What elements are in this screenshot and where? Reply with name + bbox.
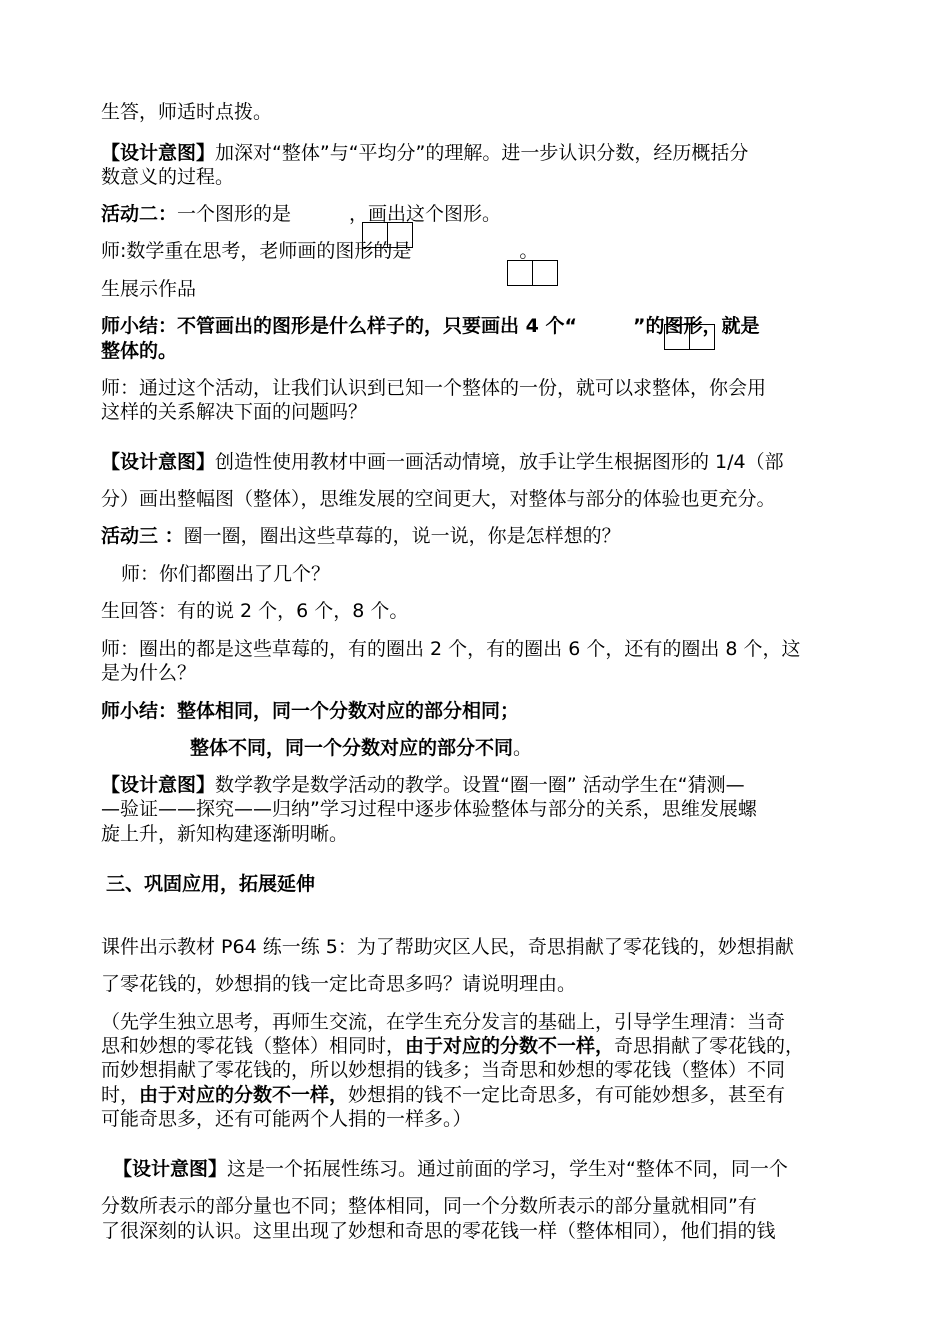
two-square-figure <box>664 324 715 350</box>
activity-three-line <box>101 524 621 548</box>
design-intent-line <box>101 450 784 474</box>
text-span: 思和妙想的零花钱（整体）相同时， <box>101 1035 406 1057</box>
text-span: 师:数学重在思考，老师画的图形的是 <box>101 240 412 262</box>
text-span: 师小结：不管画出的图形是什么样子的，只要画出 4 个“ <box>101 315 577 337</box>
paragraph-line <box>101 1083 785 1107</box>
paragraph-line: 分数所表示的部分量也不同；整体相同，同一个分数所表示的部分量就相同”有 <box>101 1195 757 1217</box>
paragraph-line: 生回答：有的说 2 个，6 个，8 个。 <box>101 600 409 622</box>
text-span: 奇思捐献了零花钱的， <box>614 1035 805 1057</box>
paragraph-line: 师：圈出的都是这些草莓的，有的圈出 2 个，有的圈出 6 个，还有的圈出 8 个，这 <box>101 638 801 660</box>
paragraph-line: 可能奇思多，还有可能两个人捐的一样多。） <box>101 1108 472 1130</box>
text-span: ”的图形，就是 <box>632 315 760 337</box>
paragraph-line: 生展示作品 <box>101 278 197 300</box>
paragraph-line: 了零花钱的，妙想捐的钱一定比奇思多吗？请说明理由。 <box>101 973 577 995</box>
text-span: 圈一圈，圈出这些草莓的，说一说，你是怎样想的？ <box>183 525 621 547</box>
paragraph-line <box>101 239 538 263</box>
text-span: 由于对应的分数不一样， <box>139 1084 349 1106</box>
paragraph-line: 是为什么？ <box>101 662 197 684</box>
paragraph-line: 课件出示教材 P64 练一练 5：为了帮助灾区人民，奇思捐献了零花钱的，妙想捐献 <box>101 936 794 958</box>
text-span: ，画出这个图形。 <box>349 203 502 225</box>
text-span: 这是一个拓展性练习。通过前面的学习，学生对“整体不同，同一个 <box>227 1158 788 1180</box>
paragraph-line: —验证——探究——归纳”学习过程中逐步体验整体与部分的关系，思维发展螺 <box>101 798 757 820</box>
design-intent-label: 【设计意图】 <box>101 451 216 473</box>
paragraph-line: 而妙想捐献了零花钱的，所以妙想捐的钱多；当奇思和妙想的零花钱（整体）不同 <box>101 1059 786 1081</box>
teacher-summary-line <box>190 736 532 760</box>
paragraph-line: （先学生独立思考，再师生交流，在学生充分发言的基础上，引导学生理清：当奇 <box>101 1011 786 1033</box>
text-span: 一个图形的是 <box>177 203 292 225</box>
activity-label: 活动二： <box>101 203 178 225</box>
teacher-summary-line: 师小结：整体相同，同一个分数对应的部分相同； <box>101 700 520 722</box>
paragraph-line: 这样的关系解决下面的问题吗？ <box>101 401 368 423</box>
text-span: 。 <box>519 240 539 262</box>
activity-label: 活动三 ： <box>101 525 184 547</box>
paragraph-line: 生答，师适时点拨。 <box>101 101 273 123</box>
design-intent-line <box>113 1157 788 1181</box>
text-span: 加深对“整体”与“平均分”的理解。进一步认识分数，经历概括分 <box>215 142 749 164</box>
design-intent-label: 【设计意图】 <box>113 1158 228 1180</box>
teacher-summary-line: 整体的。 <box>101 340 178 362</box>
design-intent-label: 【设计意图】 <box>101 774 216 796</box>
paragraph-line: 旋上升，新知构建逐渐明晰。 <box>101 823 349 845</box>
text-span: 由于对应的分数不一样， <box>405 1035 615 1057</box>
section-heading: 三、巩固应用，拓展延伸 <box>106 873 316 895</box>
paragraph-line: 师：你们都圈出了几个？ <box>121 563 331 585</box>
two-square-figure <box>507 260 558 286</box>
design-intent-label: 【设计意图】 <box>101 142 216 164</box>
text-span: 创造性使用教材中画一画活动情境，放手让学生根据图形的 1/4（部 <box>215 451 784 473</box>
text-span: 妙想捐的钱不一定比奇思多，有可能妙想多，甚至有 <box>348 1084 786 1106</box>
paragraph-line: 数意义的过程。 <box>101 166 235 188</box>
paragraph-line: 师：通过这个活动，让我们认识到已知一个整体的一份，就可以求整体，你会用 <box>101 377 767 399</box>
text-span: 时， <box>101 1084 140 1106</box>
paragraph-line <box>101 1034 804 1058</box>
text-span: 整体不同，同一个分数对应的部分不同 <box>190 737 514 759</box>
paragraph-line: 分）画出整幅图（整体），思维发展的空间更大，对整体与部分的体验也更充分。 <box>101 488 776 510</box>
teacher-summary-line <box>101 314 759 338</box>
text-span: 数学教学是数学活动的教学。设置“圈一圈” 活动学生在“猜测— <box>215 774 745 796</box>
text-span: 。 <box>513 737 533 759</box>
activity-two-line <box>101 202 501 226</box>
paragraph-line: 了很深刻的认识。这里出现了妙想和奇思的零花钱一样（整体相同），他们捐的钱 <box>101 1220 776 1242</box>
design-intent-line <box>101 141 748 165</box>
design-intent-line <box>101 773 745 797</box>
